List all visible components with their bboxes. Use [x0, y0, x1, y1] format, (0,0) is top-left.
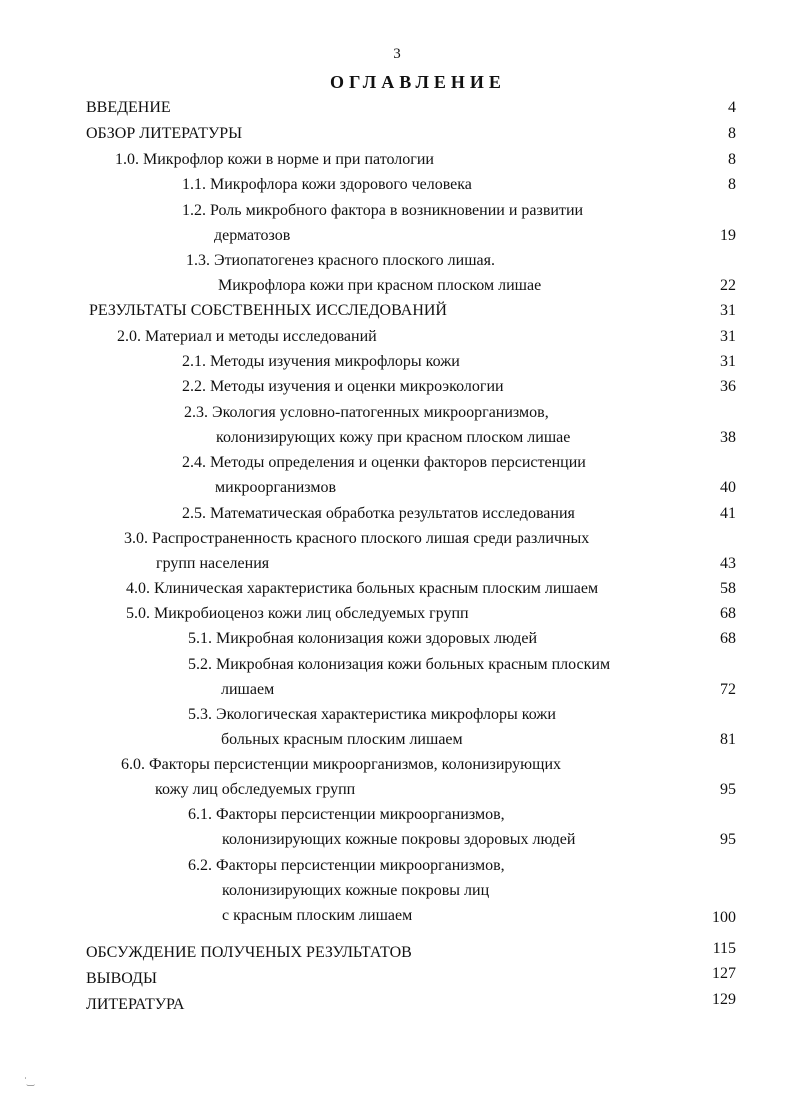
toc-entry-title: 2.3. Экология условно-патогенных микроорганизмов, — [184, 404, 549, 421]
toc-entry-title: 1.2. Роль микробного фактора в возникновении и развитии — [182, 202, 584, 219]
toc-entry-page: 72 — [720, 681, 736, 698]
toc-entry-page: 58 — [720, 580, 736, 597]
toc-entry-page: 127 — [712, 965, 736, 982]
toc-entry-title-continued: кожу лиц обследуемых групп — [155, 781, 356, 798]
toc-entry-page: 95 — [720, 781, 736, 798]
toc-entry-page: 8 — [728, 151, 736, 168]
toc-entry-title: 2.1. Методы изучения микрофлоры кожи — [182, 353, 460, 370]
toc-entry-page: 100 — [712, 909, 736, 926]
toc-entry-page: 19 — [720, 227, 736, 244]
toc-entry-page: 115 — [712, 940, 736, 957]
toc-entry-title: 5.1. Микробная колонизация кожи здоровых людей — [188, 630, 538, 647]
toc-entry-page: 31 — [720, 302, 736, 319]
toc-entry-page: 38 — [720, 429, 736, 446]
toc-entry-title-continued: групп населения — [156, 555, 270, 572]
toc-entry-title: 1.3. Этиопатогенез красного плоского лишая. — [186, 252, 495, 269]
toc-entry-title: 5.0. Микробиоценоз кожи лиц обследуемых групп — [126, 605, 469, 622]
toc-entry-page: 8 — [728, 176, 736, 193]
toc-entry-page: 36 — [720, 378, 736, 395]
toc-entry-page: 129 — [712, 991, 736, 1008]
toc-entry-title: 1.1. Микрофлора кожи здорового человека — [182, 176, 472, 193]
toc-entry-page: 68 — [720, 630, 736, 647]
toc-entry-title-continued: колонизирующих кожные покровы здоровых людей — [222, 831, 576, 848]
toc-entry-page: 40 — [720, 479, 736, 496]
toc-entry-title: 2.4. Методы определения и оценки факторов персистенции — [182, 454, 586, 471]
toc-entry-title: 2.0. Материал и методы исследований — [117, 328, 377, 345]
toc-entry-title: 5.3. Экологическая характеристика микрофлоры кожи — [188, 706, 556, 723]
toc-entry-page: 4 — [728, 99, 736, 116]
toc-entry-title: 2.2. Методы изучения и оценки микроэкологии — [182, 378, 504, 395]
toc-entry-page: 8 — [728, 125, 736, 142]
toc-entry-title: ОБЗОР ЛИТЕРАТУРЫ — [86, 125, 243, 142]
toc-entry-page: 43 — [720, 555, 736, 572]
toc-entry-title: 4.0. Клиническая характеристика больных красным плоским лишаем — [126, 580, 599, 597]
toc-entry-page: 95 — [720, 831, 736, 848]
toc-entry-title: 6.1. Факторы персистенции микроорганизмов, — [188, 806, 505, 823]
toc-entry-title-continued: колонизирующих кожу при красном плоском лишае — [216, 429, 571, 446]
toc-entry-title-continued: дерматозов — [214, 227, 291, 244]
toc-entry-title: ВВЕДЕНИЕ — [86, 99, 171, 116]
toc-entry-title-continued: лишаем — [221, 681, 275, 698]
toc-entry-title-continued: больных красным плоским лишаем — [221, 731, 463, 748]
scan-artifact: ˙‿ — [24, 1076, 35, 1086]
toc-entry-page: 41 — [720, 505, 736, 522]
toc-entry-title: ЛИТЕРАТУРА — [86, 996, 185, 1013]
toc-entry-title: ОБСУЖДЕНИЕ ПОЛУЧЕНЫХ РЕЗУЛЬТАТОВ — [86, 944, 412, 961]
toc-entry-title: РЕЗУЛЬТАТЫ СОБСТВЕННЫХ ИССЛЕДОВАНИЙ — [89, 302, 447, 319]
toc-entry-page: 31 — [720, 353, 736, 370]
toc-entry-title-continued: колонизирующих кожные покровы лиц — [222, 882, 490, 899]
toc-entry-title-continued: Микрофлора кожи при красном плоском лишае — [218, 277, 542, 294]
page-title: ОГЛАВЛЕНИЕ — [330, 72, 506, 92]
toc-entry-title: 6.0. Факторы персистенции микроорганизмов, колонизирующих — [121, 756, 561, 773]
toc-entry-title-continued: микроорганизмов — [215, 479, 337, 496]
toc-entry-title: ВЫВОДЫ — [86, 970, 157, 987]
toc-entry-page: 81 — [720, 731, 736, 748]
toc-entry-title: 3.0. Распространенность красного плоского лишая среди различных — [124, 530, 590, 547]
toc-entry-page: 68 — [720, 605, 736, 622]
toc-entry-title: 1.0. Микрофлор кожи в норме и при патологии — [115, 151, 434, 168]
toc-entry-title: 6.2. Факторы персистенции микроорганизмов, — [188, 857, 505, 874]
toc-entry-title: 2.5. Математическая обработка результатов исследования — [182, 505, 575, 522]
toc-entry-page: 31 — [720, 328, 736, 345]
page-number: 3 — [393, 46, 401, 62]
toc-entry-page: 22 — [720, 277, 736, 294]
toc-entry-title: 5.2. Микробная колонизация кожи больных красным плоским — [188, 656, 611, 673]
toc-entry-title-continued: с красным плоским лишаем — [222, 907, 413, 924]
